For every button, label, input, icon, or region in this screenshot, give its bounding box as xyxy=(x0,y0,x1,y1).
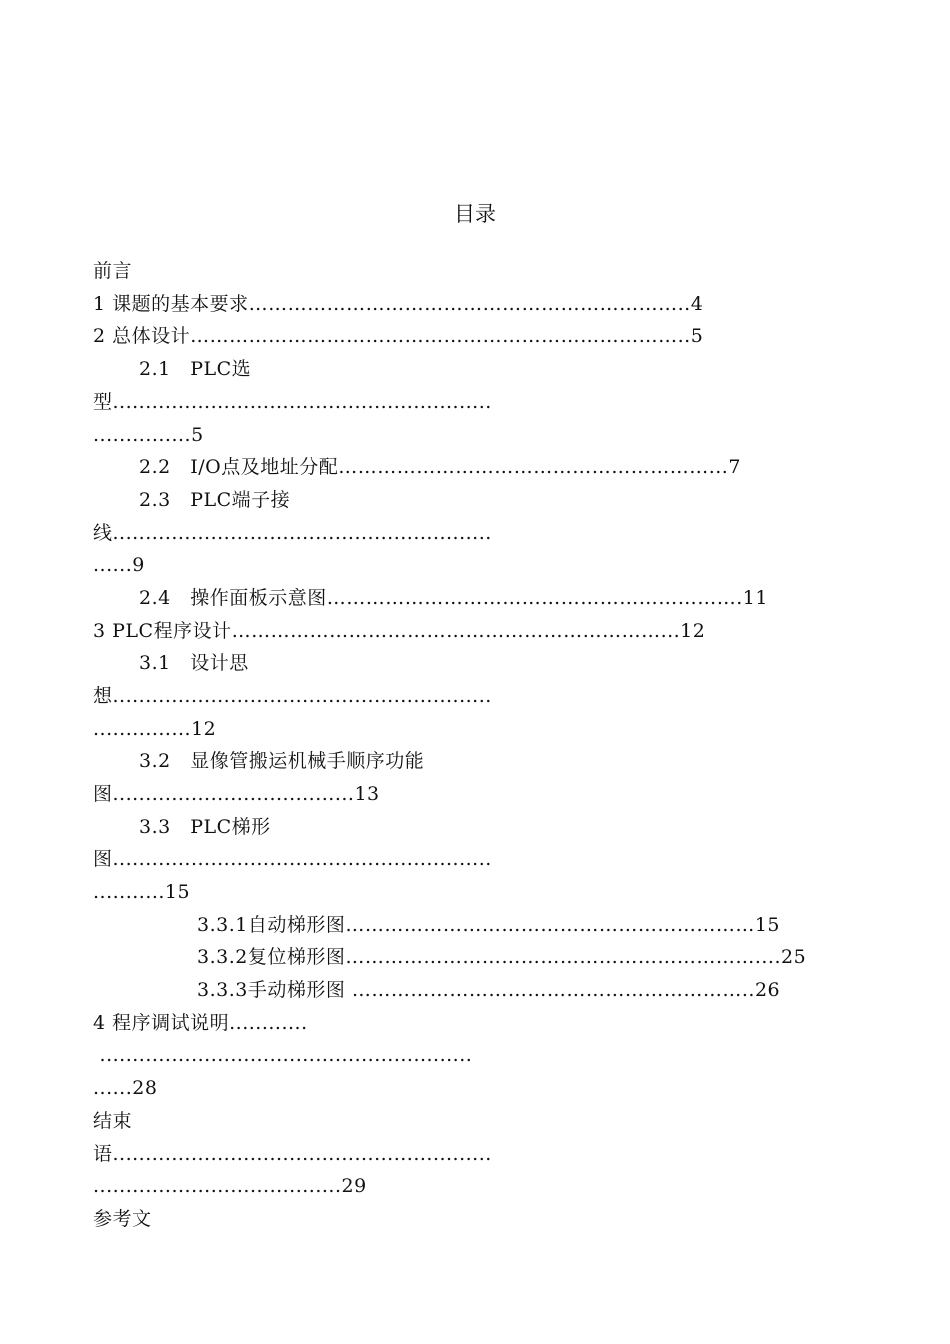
toc-entry-2-4: 2.4 操作面板示意图……………………………………………………….11 xyxy=(139,587,768,609)
toc-entry-preface: 前言 xyxy=(93,260,133,282)
toc-entry-3-3-1: 3.3.1自动梯形图………………………………………………………15 xyxy=(197,914,781,936)
toc-entry-3-3: 3.3 PLC梯形 xyxy=(139,816,271,838)
toc-entry-2-1-cont: 型.......................................................... xyxy=(93,391,492,413)
toc-entry-1: 1 课题的基本要求…………………………………………………………..4 xyxy=(93,293,704,315)
toc-entry-3-1-cont: 想.......................................................... xyxy=(93,685,492,707)
toc-entry-2: 2 总体设计…………………………………………………………………..5 xyxy=(93,325,704,347)
toc-entry-conclusion-cont: 语.......................................................... xyxy=(93,1143,492,1165)
toc-entry-3-3-page: ...........15 xyxy=(93,881,191,903)
toc-entry-3-1-page: ...............12 xyxy=(93,718,217,740)
toc-entry-2-3-cont: 线.......................................................... xyxy=(93,522,492,544)
toc-entry-3: 3 PLC程序设计…………………………………………………………...12 xyxy=(93,620,706,642)
toc-entry-3-3-cont: 图.......................................................... xyxy=(93,848,492,870)
toc-entry-2-1-page: ...............5 xyxy=(93,424,204,446)
toc-entry-4-page: ......28 xyxy=(93,1077,158,1099)
toc-entry-2-1: 2.1 PLC选 xyxy=(139,358,252,380)
toc-entry-conclusion-page: ......................................29 xyxy=(93,1175,367,1197)
toc-entry-2-3: 2.3 PLC端子接 xyxy=(139,489,291,511)
toc-entry-conclusion: 结束 xyxy=(93,1110,133,1132)
toc-entry-3-3-3: 3.3.3手动梯形图 ……………………………………………………..26 xyxy=(197,979,781,1001)
toc-entry-4: 4 程序调试说明............ xyxy=(93,1012,308,1034)
toc-entry-2-2: 2.2 I/O点及地址分配…………………………………………………...7 xyxy=(139,456,741,478)
toc-entry-2-3-page: ......9 xyxy=(93,554,145,576)
toc-entry-3-1: 3.1 设计思 xyxy=(139,652,249,674)
toc-title: 目录 xyxy=(454,202,496,226)
toc-entry-3-2-cont: 图.....................................13 xyxy=(93,783,380,805)
toc-entry-references: 参考文 xyxy=(93,1208,152,1230)
toc-entry-3-3-2: 3.3.2复位梯形图………………………………………………………....25 xyxy=(197,946,807,968)
toc-entry-3-2: 3.2 显像管搬运机械手顺序功能 xyxy=(139,750,425,772)
toc-entry-4-cont: ......................................................... xyxy=(93,1044,473,1066)
